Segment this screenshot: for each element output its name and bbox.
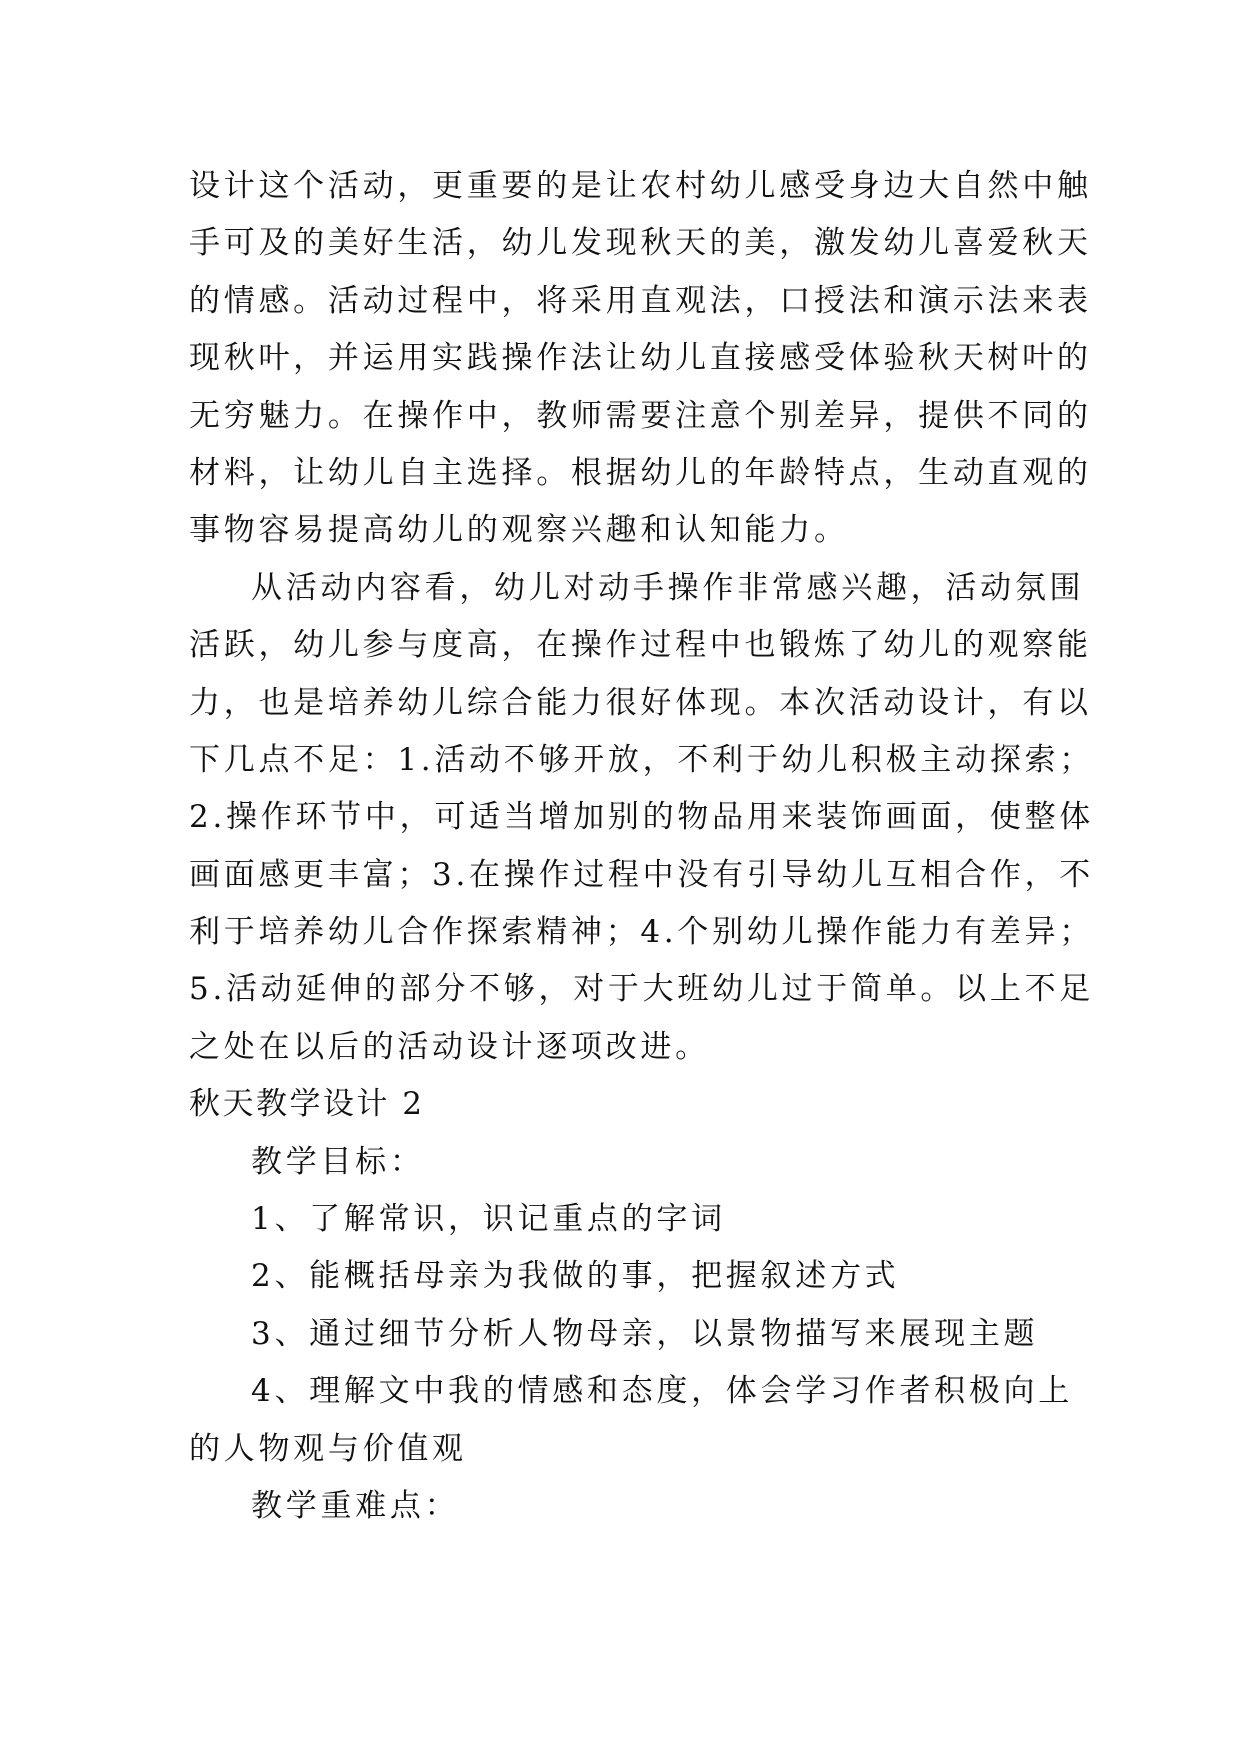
- paragraph-line: 事物容易提高幼儿的观察兴趣和认知能力。: [189, 512, 849, 549]
- paragraph-line: 5.活动延伸的部分不够，对于大班幼儿过于简单。以上不足: [189, 971, 1095, 1008]
- goal-item: 3、通过细节分析人物母亲，以景物描写来展现主题: [251, 1315, 1039, 1352]
- goal-item: 4、理解文中我的情感和态度，体会学习作者积极向上: [251, 1373, 1074, 1410]
- goals-heading: 教学目标：: [251, 1143, 425, 1180]
- goal-item: 1、了解常识，识记重点的字词: [251, 1201, 726, 1238]
- document-body: [189, 158, 1095, 1535]
- section-title: 秋天教学设计 2: [189, 1086, 425, 1123]
- paragraph-line: 材料，让幼儿自主选择。根据幼儿的年龄特点，生动直观的: [189, 454, 1092, 491]
- difficulty-heading: 教学重难点：: [251, 1487, 460, 1524]
- paragraph-line: 现秋叶，并运用实践操作法让幼儿直接感受体验秋天树叶的: [189, 340, 1092, 377]
- paragraph-line: 下几点不足：1.活动不够开放，不利于幼儿积极主动探索；: [189, 741, 1095, 778]
- paragraph-line: 手可及的美好生活，幼儿发现秋天的美，激发幼儿喜爱秋天: [189, 225, 1092, 262]
- paragraph-line: 利于培养幼儿合作探索精神；4.个别幼儿操作能力有差异；: [189, 914, 1095, 951]
- paragraph-line: 画面感更丰富；3.在操作过程中没有引导幼儿互相合作，不: [189, 856, 1095, 893]
- paragraph-line: 之处在以后的活动设计逐项改进。: [189, 1028, 710, 1065]
- goal-item: 2、能概括母亲为我做的事，把握叙述方式: [251, 1258, 900, 1295]
- paragraph-line: 的情感。活动过程中，将采用直观法，口授法和演示法来表: [189, 282, 1092, 319]
- paragraph-line: 活跃，幼儿参与度高，在操作过程中也锻炼了幼儿的观察能: [189, 627, 1092, 664]
- paragraph-line: 设计这个活动，更重要的是让农村幼儿感受身边大自然中触: [189, 168, 1092, 204]
- paragraph-line: 力，也是培养幼儿综合能力很好体现。本次活动设计，有以: [189, 684, 1092, 721]
- paragraph-line: 无穷魅力。在操作中，教师需要注意个别差异，提供不同的: [189, 397, 1092, 434]
- goal-item-continuation: 的人物观与价值观: [189, 1430, 467, 1467]
- paragraph-line: 从活动内容看，幼儿对动手操作非常感兴趣，活动氛围: [251, 569, 1085, 606]
- paragraph-line: 2.操作环节中，可适当增加别的物品用来装饰画面，使整体: [189, 799, 1095, 836]
